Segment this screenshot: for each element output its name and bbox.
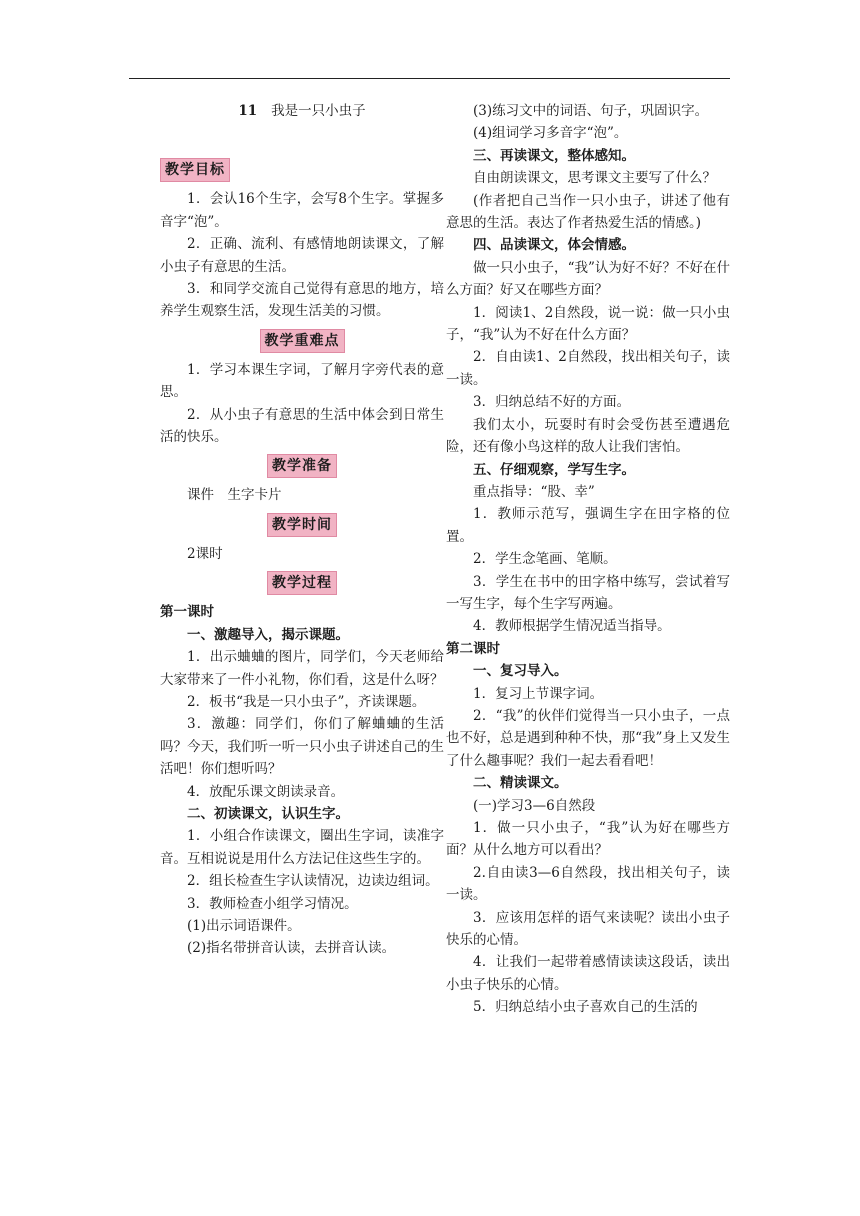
section-key-row [160, 329, 444, 353]
step-item: 3．激趣：同学们，你们了解蛐蛐的生活吗？今天，我们听一听一只小虫子讲述自己的生活吧！你们想听吗？ [160, 716, 444, 778]
step-item: (1)出示词语课件。 [187, 917, 301, 934]
step-item: 2．自由读1、2自然段，找出相关句子，读一读。 [446, 349, 730, 388]
lesson2-heading: 第二课时 [446, 640, 500, 657]
section-prep-row [160, 454, 444, 478]
step-heading: 三、再读课文，整体感知。 [473, 147, 635, 164]
lesson-title-text: 我是一只小虫子 [271, 103, 366, 119]
section-heading-process: 教学过程 [267, 571, 337, 595]
step-item: 1．出示蛐蛐的图片，同学们，今天老师给大家带来了一件小礼物，你们看，这是什么呀？ [160, 649, 444, 688]
key-item: 1．学习本课生字词，了解月字旁代表的意思。 [160, 361, 444, 401]
goal-item: 1．会认16个生字，会写8个生字。掌握多音字“泡”。 [160, 191, 444, 230]
section-heading-key: 教学重难点 [260, 329, 345, 353]
step-item: 4．让我们一起带着感情读读这段话，读出小虫子快乐的心情。 [446, 954, 730, 993]
step-item: 3．学生在书中的田字格中练写，尝试着写一写生字，每个生字写两遍。 [446, 573, 730, 612]
step-heading: 一、激趣导入，揭示课题。 [187, 626, 349, 643]
step-heading: 二、精读课文。 [473, 775, 568, 792]
lesson1-heading: 第一课时 [160, 604, 214, 621]
lesson-number: 11 [238, 103, 258, 119]
prep-text: 课件 生字卡片 [187, 487, 282, 504]
step-item: (作者把自己当作一只小虫子，讲述了他有意思的生活。表达了作者热爱生活的情感。) [446, 192, 730, 232]
step-item: 做一只小虫子，“我”认为好不好？不好在什么方面？好又在哪些方面？ [446, 259, 730, 299]
step-item: 1．阅读1、2自然段，说一说：做一只小虫子，“我”认为不好在什么方面？ [446, 304, 730, 344]
section-heading-time: 教学时间 [267, 513, 337, 537]
step-item: 2．板书“我是一只小虫子”，齐读课题。 [187, 693, 426, 710]
step-item: 我们太小，玩耍时有时会受伤甚至遭遇危险，还有像小鸟这样的敌人让我们害怕。 [446, 416, 730, 456]
step-item: 2．学生念笔画、笔顺。 [473, 551, 617, 568]
step-item: 重点指导：“股、幸” [473, 483, 595, 500]
step-item: 4．教师根据学生情况适当指导。 [473, 618, 671, 635]
step-item: 1．教师示范写，强调生字在田字格的位置。 [446, 506, 730, 545]
step-item: 3．归纳总结不好的方面。 [473, 394, 631, 411]
time-text: 2课时 [187, 545, 223, 562]
step-item: 2．组长检查生字认读情况，边读边组词。 [187, 873, 439, 890]
right-column [446, 100, 730, 1019]
section-time-row [160, 513, 444, 537]
step-item: (4)组词学习多音字“泡”。 [473, 125, 628, 142]
step-heading: 一、复习导入。 [473, 663, 568, 680]
step-item: 2.自由读3—6自然段，找出相关句子，读一读。 [446, 864, 730, 904]
step-item: 2．“我”的伙伴们觉得当一只小虫子，一点也不好，总是遇到种种不快，那“我”身上又发生了什么趣事呢？我们一起去看看吧！ [446, 707, 730, 769]
section-heading-goals: 教学目标 [160, 158, 230, 182]
step-item: 自由朗读课文，思考课文主要写了什么？ [473, 170, 716, 187]
step-item: 1．做一只小虫子，“我”认为好在哪些方面？从什么地方可以看出？ [446, 820, 730, 859]
step-item: (2)指名带拼音认读，去拼音认读。 [187, 940, 396, 957]
key-item: 2．从小虫子有意思的生活中体会到日常生活的快乐。 [160, 406, 444, 446]
header-rule [129, 78, 730, 79]
step-item: (一)学习3—6自然段 [473, 797, 596, 814]
step-heading: 二、初读课文，认识生字。 [187, 805, 349, 822]
step-item: 1．小组合作读课文，圈出生字词，读准字音。互相说说是用什么方法记住这些生字的。 [160, 828, 444, 867]
step-item: (3)练习文中的词语、句子，巩固识字。 [473, 103, 709, 119]
step-heading: 四、品读课文，体会情感。 [473, 237, 635, 254]
step-heading: 五、仔细观察，学写生字。 [473, 461, 635, 478]
step-item: 4．放配乐课文朗读录音。 [187, 783, 345, 800]
section-goals-row [160, 158, 444, 182]
section-heading-prep: 教学准备 [267, 454, 337, 478]
goal-item: 3．和同学交流自己觉得有意思的地方，培养学生观察生活，发现生活美的习惯。 [160, 281, 444, 320]
goal-item: 2．正确、流利、有感情地朗读课文，了解小虫子有意思的生活。 [160, 236, 444, 275]
left-column [160, 100, 444, 960]
lesson-title [160, 100, 444, 122]
step-item: 5．归纳总结小虫子喜欢自己的生活的 [473, 999, 698, 1016]
step-item: 3．应该用怎样的语气来读呢？读出小虫子快乐的心情。 [446, 909, 730, 949]
section-process-row [160, 571, 444, 595]
step-item: 3．教师检查小组学习情况。 [187, 895, 358, 912]
step-item: 1．复习上节课字词。 [473, 685, 604, 702]
